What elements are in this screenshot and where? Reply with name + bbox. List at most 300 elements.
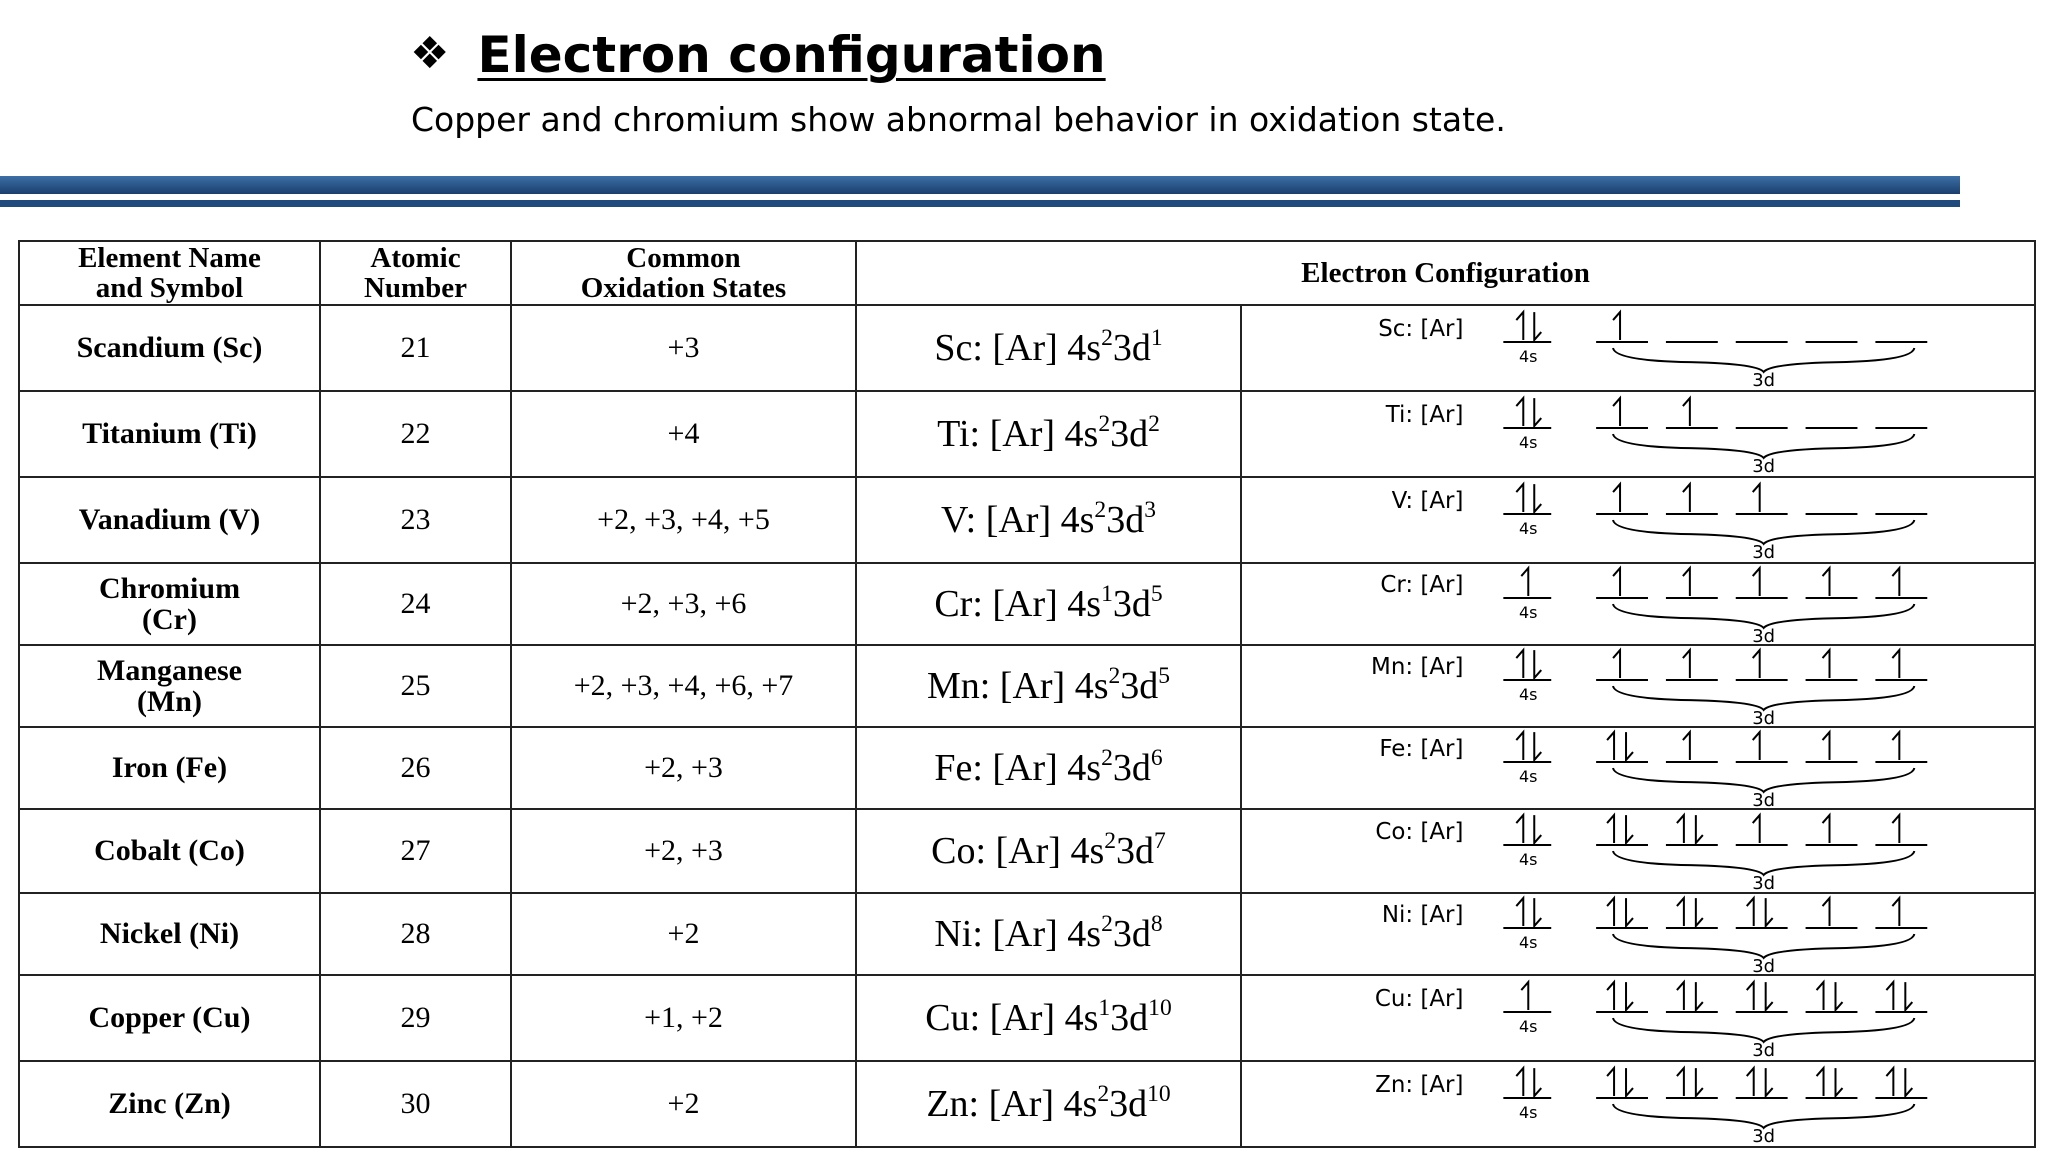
oxidation-states-cell: +2, +3, +4, +5 [511, 477, 856, 563]
d-orbital [1875, 732, 1927, 762]
element-name-cell [19, 727, 320, 809]
spin-down-arrow-icon [1534, 484, 1541, 512]
d-orbital [1736, 1068, 1788, 1098]
d-orbitals [1596, 484, 1927, 514]
d-orbital-label: 3d [1752, 955, 1776, 974]
d-orbital [1596, 398, 1648, 428]
d-orbital [1806, 982, 1858, 1012]
configuration-cell [856, 975, 1241, 1061]
table-row [19, 563, 2035, 645]
spin-up-arrow-icon [1747, 982, 1754, 1010]
d-orbital [1666, 398, 1718, 428]
d-label: 3d [1106, 499, 1145, 541]
d-orbital-label: 3d [1752, 1039, 1776, 1058]
d-orbital [1596, 815, 1648, 845]
s-superscript: 1 [1098, 995, 1111, 1022]
s-superscript: 2 [1094, 497, 1107, 524]
config-prefix: Cu: [Ar] 4s [925, 997, 1099, 1039]
config-prefix: Co: [Ar] 4s [931, 830, 1105, 872]
d-orbital [1596, 484, 1648, 514]
spin-up-arrow-icon [1886, 1068, 1893, 1096]
spin-up-arrow-icon [1753, 568, 1760, 596]
d-orbital [1666, 568, 1718, 598]
orbital-diagram-cell [1241, 645, 2035, 727]
d-orbital-label: 3d [1752, 789, 1776, 808]
s-orbital [1503, 982, 1551, 1012]
element-name: Iron (Fe) [111, 751, 228, 785]
s-superscript: 2 [1101, 325, 1113, 352]
spin-up-arrow-icon [1677, 982, 1684, 1010]
d-superscript: 6 [1150, 745, 1163, 772]
d-orbital [1806, 815, 1858, 845]
d-label: 3d [1120, 665, 1159, 707]
s-orbital-label: 4s [1519, 518, 1538, 538]
element-name: Copper (Cu) [88, 1001, 251, 1035]
spin-down-arrow-icon [1534, 898, 1541, 926]
d-superscript: 3 [1144, 497, 1156, 524]
d-orbital [1875, 982, 1927, 1012]
element-symbol: (Cr) [142, 603, 197, 636]
element-name: Scandium (Sc) [76, 331, 263, 365]
spin-down-arrow-icon [1534, 732, 1541, 760]
d-orbital-label: 3d [1752, 369, 1776, 388]
s-superscript: 2 [1101, 911, 1113, 938]
spin-down-arrow-icon [1534, 312, 1541, 340]
d-orbital [1666, 732, 1718, 762]
spin-down-arrow-icon [1696, 982, 1703, 1010]
spin-down-arrow-icon [1626, 732, 1633, 760]
d-orbital [1806, 1068, 1858, 1098]
d-label: 3d [1116, 830, 1155, 872]
d-orbital [1736, 815, 1788, 845]
d-orbital [1666, 982, 1718, 1012]
s-orbital [1503, 650, 1551, 680]
d-label: 3d [1112, 327, 1151, 369]
orbital-diagram-cell [1241, 1061, 2035, 1147]
d-superscript: 5 [1150, 581, 1163, 608]
d-orbital [1806, 732, 1858, 762]
element-name: Titanium (Ti) [82, 417, 257, 451]
element-name: Cobalt (Co) [94, 834, 245, 868]
spin-up-arrow-icon [1516, 732, 1523, 760]
spin-down-arrow-icon [1766, 1068, 1773, 1096]
s-superscript: 1 [1101, 581, 1113, 608]
spin-up-arrow-icon [1613, 484, 1620, 512]
d-orbital [1736, 898, 1788, 928]
element-name-cell [19, 305, 320, 391]
spin-up-arrow-icon [1753, 815, 1760, 843]
element-name-cell [19, 809, 320, 893]
spin-up-arrow-icon [1817, 1068, 1824, 1096]
electron-configuration-table [18, 240, 2036, 1148]
diagram-label: Zn: [Ar] [1375, 1072, 1464, 1099]
s-orbital [1503, 484, 1551, 514]
d-orbital [1666, 898, 1718, 928]
element-symbol: (Mn) [137, 685, 202, 718]
d-orbital [1596, 312, 1648, 342]
d-orbital-brace [1613, 520, 1914, 544]
table-row [19, 809, 2035, 893]
diagram-label: Fe: [Ar] [1379, 736, 1464, 763]
d-orbital-brace [1613, 768, 1914, 792]
d-orbital [1875, 650, 1927, 680]
orbital-diagram-cell [1241, 727, 2035, 809]
orbital-diagram [1242, 728, 2034, 808]
spin-up-arrow-icon [1747, 1068, 1754, 1096]
atomic-number-cell: 25 [320, 645, 511, 727]
spin-up-arrow-icon [1683, 732, 1690, 760]
s-superscript: 2 [1108, 663, 1121, 690]
s-superscript: 2 [1098, 411, 1111, 438]
spin-up-arrow-icon [1892, 568, 1899, 596]
slide-subtitle: Copper and chromium show abnormal behavior in oxidation state. [411, 100, 1506, 139]
spin-down-arrow-icon [1766, 982, 1773, 1010]
spin-up-arrow-icon [1516, 1068, 1523, 1096]
d-orbital-brace [1613, 348, 1914, 372]
d-orbital-label: 3d [1752, 872, 1776, 891]
orbital-diagram [1242, 480, 2034, 560]
orbital-diagram [1242, 894, 2034, 974]
d-orbital [1596, 898, 1648, 928]
element-name-cell [19, 975, 320, 1061]
d-orbitals [1596, 1068, 1927, 1098]
s-orbital-label: 4s [1519, 1102, 1538, 1122]
oxidation-states-cell: +1, +2 [511, 975, 856, 1061]
spin-up-arrow-icon [1823, 732, 1830, 760]
element-name-cell [19, 1061, 320, 1147]
d-label: 3d [1112, 913, 1151, 955]
table-row [19, 727, 2035, 809]
spin-up-arrow-icon [1607, 815, 1614, 843]
element-name-cell [19, 477, 320, 563]
d-orbital-brace [1613, 686, 1914, 710]
spin-up-arrow-icon [1607, 898, 1614, 926]
d-orbital [1875, 1068, 1927, 1098]
d-superscript: 10 [1147, 1081, 1171, 1108]
spin-up-arrow-icon [1753, 484, 1760, 512]
s-orbital [1503, 1068, 1551, 1098]
spin-up-arrow-icon [1613, 568, 1620, 596]
d-label: 3d [1112, 583, 1151, 625]
d-orbital-label: 3d [1752, 625, 1776, 644]
header-divider-bar [0, 176, 1960, 194]
element-name-cell [19, 391, 320, 477]
spin-up-arrow-icon [1817, 982, 1824, 1010]
d-orbital [1736, 484, 1788, 514]
oxidation-states-cell: +3 [511, 305, 856, 391]
spin-up-arrow-icon [1683, 650, 1690, 678]
d-orbitals [1596, 398, 1927, 428]
s-orbital-label: 4s [1519, 602, 1538, 622]
config-prefix: Zn: [Ar] 4s [926, 1083, 1098, 1125]
d-superscript: 8 [1150, 911, 1163, 938]
s-orbital-label: 4s [1519, 766, 1538, 786]
d-label: 3d [1110, 413, 1149, 455]
s-orbital [1503, 312, 1551, 342]
spin-up-arrow-icon [1753, 732, 1760, 760]
s-orbital-label: 4s [1519, 932, 1538, 952]
orbital-diagram-cell [1241, 975, 2035, 1061]
d-orbitals [1596, 815, 1927, 845]
element-name-cell [19, 563, 320, 645]
table-row [19, 975, 2035, 1061]
diagram-label: V: [Ar] [1391, 488, 1464, 515]
diagram-label: Co: [Ar] [1375, 819, 1464, 846]
d-orbital [1736, 650, 1788, 680]
d-orbital [1666, 1068, 1718, 1098]
s-orbital-label: 4s [1519, 849, 1538, 869]
d-orbitals [1596, 982, 1927, 1012]
atomic-number-cell: 22 [320, 391, 511, 477]
element-name: Zinc (Zn) [108, 1087, 231, 1121]
spin-up-arrow-icon [1521, 982, 1528, 1010]
spin-up-arrow-icon [1683, 398, 1690, 426]
d-orbital-brace [1613, 934, 1914, 958]
spin-down-arrow-icon [1626, 898, 1633, 926]
element-name: Chromium [98, 571, 241, 605]
d-orbital [1736, 732, 1788, 762]
spin-up-arrow-icon [1823, 898, 1830, 926]
diagram-label: Ti: [Ar] [1385, 402, 1464, 429]
d-orbital [1736, 568, 1788, 598]
d-orbital [1806, 650, 1858, 680]
oxidation-states-cell: +2, +3 [511, 809, 856, 893]
oxidation-states-cell: +2 [511, 893, 856, 975]
d-orbital [1596, 982, 1648, 1012]
orbital-diagram [1242, 308, 2034, 388]
atomic-number-cell: 29 [320, 975, 511, 1061]
oxidation-states-cell: +2, +3, +4, +6, +7 [511, 645, 856, 727]
d-orbitals [1596, 732, 1927, 762]
configuration-cell [856, 893, 1241, 975]
d-orbital-brace [1613, 1018, 1914, 1042]
atomic-number-cell: 28 [320, 893, 511, 975]
atomic-number-cell: 21 [320, 305, 511, 391]
spin-down-arrow-icon [1696, 815, 1703, 843]
d-orbital [1596, 568, 1648, 598]
spin-up-arrow-icon [1892, 898, 1899, 926]
configuration-cell [856, 645, 1241, 727]
spin-up-arrow-icon [1683, 484, 1690, 512]
oxidation-states-cell: +2, +3 [511, 727, 856, 809]
orbital-diagram [1242, 1064, 2034, 1144]
orbital-diagram [1242, 978, 2034, 1058]
spin-down-arrow-icon [1836, 1068, 1843, 1096]
table-row [19, 391, 2035, 477]
d-orbitals [1596, 312, 1927, 342]
spin-up-arrow-icon [1516, 484, 1523, 512]
d-orbital [1666, 650, 1718, 680]
header-element-name: Element Name and Symbol [19, 241, 320, 305]
header-electron-configuration: Electron Configuration [856, 241, 2035, 305]
spin-down-arrow-icon [1766, 898, 1773, 926]
d-orbital-label: 3d [1752, 1125, 1776, 1144]
configuration-cell [856, 477, 1241, 563]
s-orbital-label: 4s [1519, 684, 1538, 704]
spin-up-arrow-icon [1516, 898, 1523, 926]
spin-down-arrow-icon [1534, 398, 1541, 426]
d-orbitals [1596, 898, 1927, 928]
config-prefix: Cr: [Ar] 4s [934, 583, 1102, 625]
d-superscript: 10 [1148, 995, 1172, 1022]
d-label: 3d [1109, 1083, 1148, 1125]
orbital-diagram [1242, 646, 2034, 726]
d-orbital [1596, 1068, 1648, 1098]
spin-down-arrow-icon [1626, 815, 1633, 843]
config-prefix: V: [Ar] 4s [941, 499, 1095, 541]
orbital-diagram-cell [1241, 391, 2035, 477]
spin-up-arrow-icon [1613, 312, 1620, 340]
s-orbital-label: 4s [1519, 1016, 1538, 1036]
orbital-diagram [1242, 811, 2034, 891]
s-orbital [1503, 815, 1551, 845]
spin-up-arrow-icon [1892, 815, 1899, 843]
d-orbital-brace [1613, 604, 1914, 628]
s-orbital-label: 4s [1519, 432, 1538, 452]
d-orbital-label: 3d [1752, 707, 1776, 726]
d-label: 3d [1110, 997, 1149, 1039]
spin-up-arrow-icon [1516, 398, 1523, 426]
header-divider-line [0, 200, 1960, 207]
element-name: Nickel (Ni) [99, 917, 240, 951]
spin-down-arrow-icon [1696, 1068, 1703, 1096]
d-orbital [1596, 732, 1648, 762]
d-superscript: 5 [1158, 663, 1171, 690]
header-oxidation-states: Common Oxidation States [511, 241, 856, 305]
d-orbital [1596, 650, 1648, 680]
config-prefix: Ni: [Ar] 4s [934, 913, 1102, 955]
d-orbital [1806, 568, 1858, 598]
d-orbital [1875, 568, 1927, 598]
d-superscript: 7 [1154, 828, 1166, 855]
orbital-diagram-cell [1241, 893, 2035, 975]
diamond-bullet-icon: ❖ [410, 27, 450, 79]
spin-up-arrow-icon [1892, 650, 1899, 678]
s-orbital-label: 4s [1519, 346, 1538, 366]
s-orbital [1503, 398, 1551, 428]
spin-up-arrow-icon [1747, 898, 1754, 926]
configuration-cell [856, 1061, 1241, 1147]
spin-up-arrow-icon [1683, 568, 1690, 596]
spin-up-arrow-icon [1607, 732, 1614, 760]
spin-down-arrow-icon [1534, 815, 1541, 843]
table-row [19, 893, 2035, 975]
d-orbitals [1596, 650, 1927, 680]
slide-title: Electron configuration [477, 26, 1106, 84]
table-row [19, 477, 2035, 563]
spin-down-arrow-icon [1905, 982, 1912, 1010]
s-superscript: 2 [1097, 1081, 1110, 1108]
table-header-row [19, 241, 2035, 305]
d-label: 3d [1112, 747, 1151, 789]
spin-up-arrow-icon [1753, 650, 1760, 678]
element-name: Vanadium (V) [78, 503, 261, 537]
diagram-label: Ni: [Ar] [1381, 902, 1464, 929]
diagram-label: Sc: [Ar] [1378, 316, 1464, 343]
spin-up-arrow-icon [1823, 568, 1830, 596]
d-orbital [1875, 815, 1927, 845]
spin-up-arrow-icon [1677, 1068, 1684, 1096]
orbital-diagram [1242, 564, 2034, 644]
oxidation-states-cell: +4 [511, 391, 856, 477]
table-row [19, 645, 2035, 727]
element-name-cell [19, 645, 320, 727]
spin-down-arrow-icon [1836, 982, 1843, 1010]
d-orbitals [1596, 568, 1927, 598]
spin-up-arrow-icon [1521, 568, 1528, 596]
spin-up-arrow-icon [1516, 815, 1523, 843]
configuration-cell [856, 809, 1241, 893]
spin-down-arrow-icon [1905, 1068, 1912, 1096]
spin-up-arrow-icon [1677, 898, 1684, 926]
config-prefix: Fe: [Ar] 4s [934, 747, 1102, 789]
s-orbital [1503, 568, 1551, 598]
configuration-cell [856, 305, 1241, 391]
d-orbital-label: 3d [1752, 541, 1776, 560]
element-name: Manganese [97, 653, 242, 687]
diagram-label: Cu: [Ar] [1374, 986, 1464, 1013]
d-orbital [1666, 815, 1718, 845]
d-orbital-label: 3d [1752, 455, 1776, 474]
atomic-number-cell: 26 [320, 727, 511, 809]
table-body [19, 305, 2035, 1147]
table-row [19, 305, 2035, 391]
oxidation-states-cell: +2, +3, +6 [511, 563, 856, 645]
s-orbital [1503, 732, 1551, 762]
d-orbital-brace [1613, 1104, 1914, 1128]
d-orbital-brace [1613, 434, 1914, 458]
oxidation-states-cell: +2 [511, 1061, 856, 1147]
atomic-number-cell: 24 [320, 563, 511, 645]
config-prefix: Ti: [Ar] 4s [937, 413, 1099, 455]
d-orbital [1806, 898, 1858, 928]
orbital-diagram [1242, 394, 2034, 474]
config-prefix: Mn: [Ar] 4s [926, 665, 1109, 707]
header-atomic-number: Atomic Number [320, 241, 511, 305]
diagram-label: Cr: [Ar] [1380, 572, 1464, 599]
orbital-diagram-cell [1241, 563, 2035, 645]
orbital-diagram-cell [1241, 305, 2035, 391]
spin-up-arrow-icon [1892, 732, 1899, 760]
d-superscript: 1 [1150, 325, 1163, 352]
d-orbital-brace [1613, 851, 1914, 875]
spin-up-arrow-icon [1607, 982, 1614, 1010]
spin-up-arrow-icon [1613, 650, 1620, 678]
d-superscript: 2 [1148, 411, 1160, 438]
spin-up-arrow-icon [1677, 815, 1684, 843]
configuration-cell [856, 727, 1241, 809]
spin-down-arrow-icon [1626, 982, 1633, 1010]
spin-down-arrow-icon [1534, 1068, 1541, 1096]
d-orbital [1666, 484, 1718, 514]
config-prefix: Sc: [Ar] 4s [934, 327, 1102, 369]
orbital-diagram-cell [1241, 809, 2035, 893]
s-superscript: 2 [1104, 828, 1117, 855]
s-orbital [1503, 898, 1551, 928]
spin-down-arrow-icon [1696, 898, 1703, 926]
d-orbital [1875, 898, 1927, 928]
spin-down-arrow-icon [1626, 1068, 1633, 1096]
spin-up-arrow-icon [1823, 815, 1830, 843]
table-row [19, 1061, 2035, 1147]
configuration-cell [856, 563, 1241, 645]
spin-up-arrow-icon [1516, 312, 1523, 340]
slide-heading [410, 26, 1106, 84]
spin-down-arrow-icon [1534, 650, 1541, 678]
atomic-number-cell: 27 [320, 809, 511, 893]
orbital-diagram-cell [1241, 477, 2035, 563]
spin-up-arrow-icon [1613, 398, 1620, 426]
